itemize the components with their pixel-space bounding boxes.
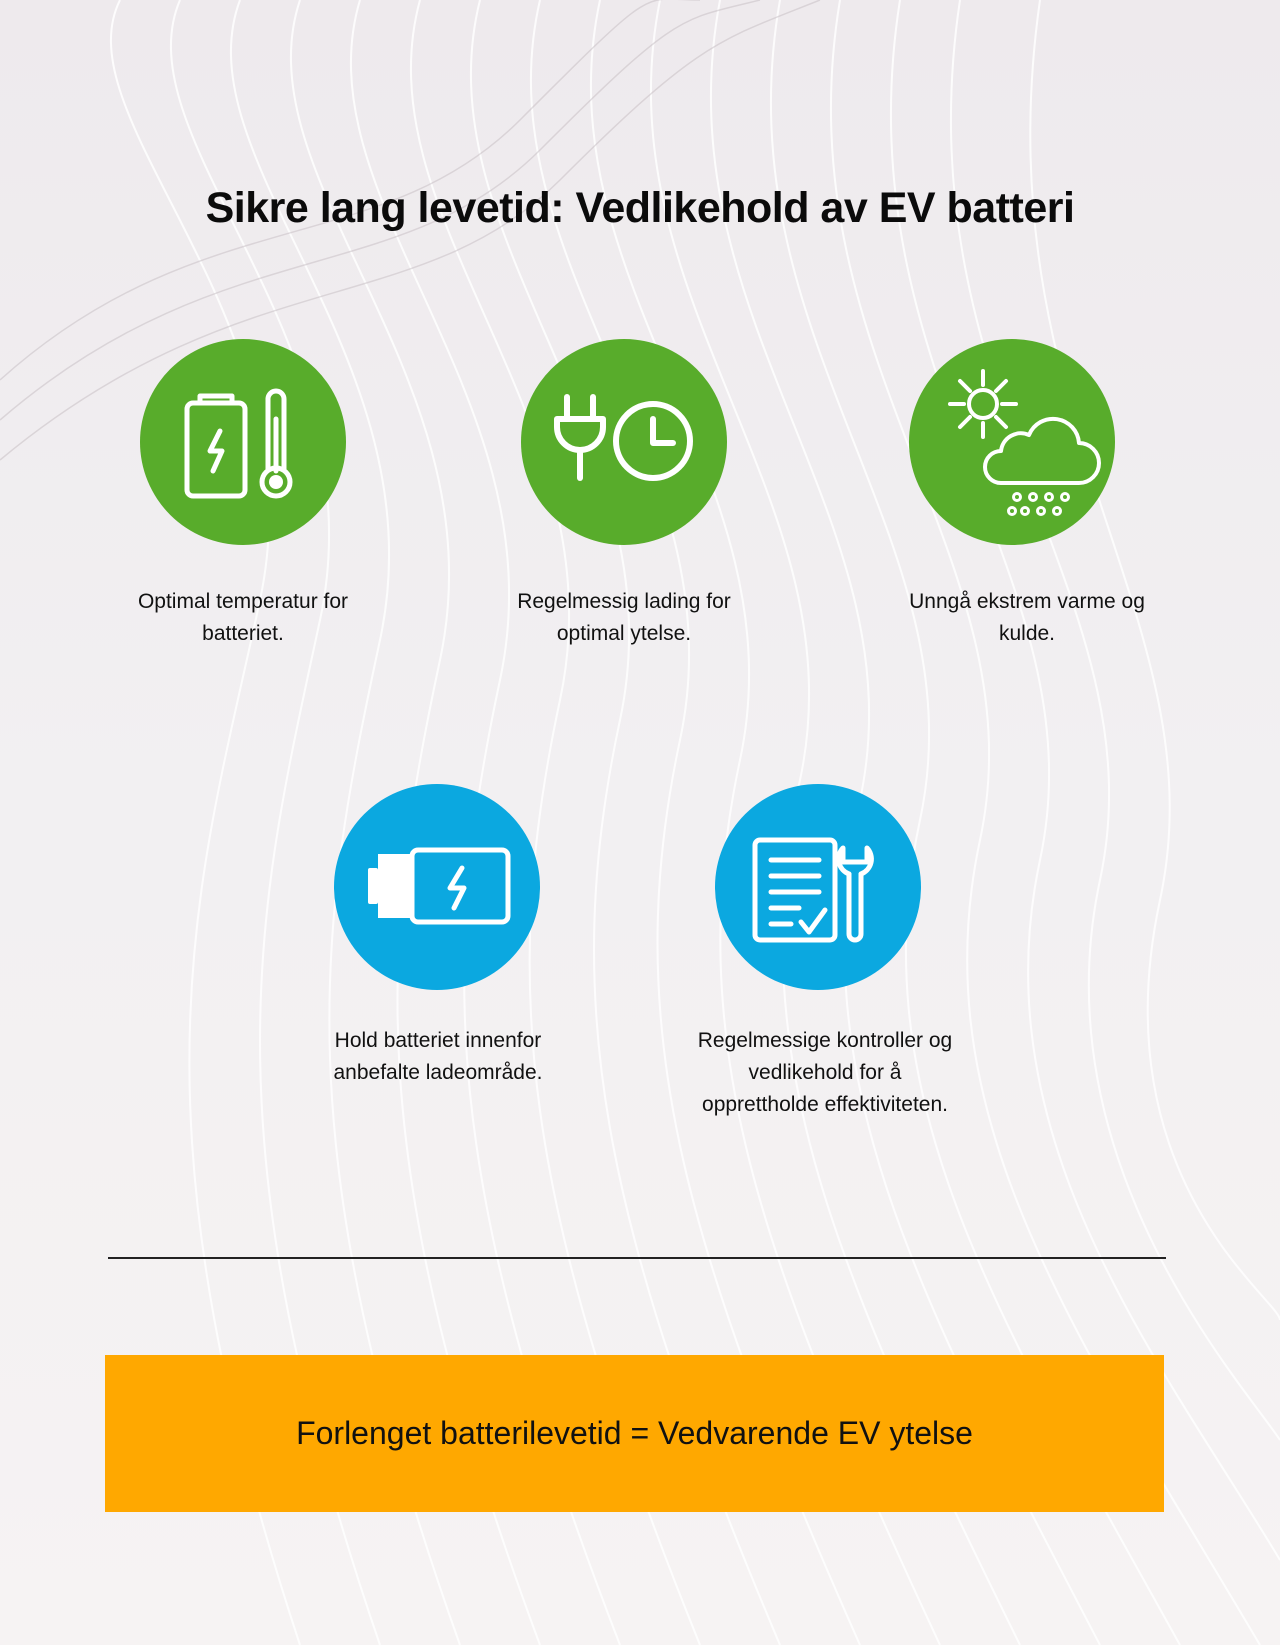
feature-circle-temperature [140,339,346,545]
plug-clock-icon [521,339,727,545]
feature-caption-temperature: Optimal temperatur for batteriet. [137,590,349,645]
checklist-wrench-icon [715,784,921,990]
battery-thermometer-icon [140,339,346,545]
feature-circle-maintenance [715,784,921,990]
feature-circle-weather [909,339,1115,545]
feature-circle-charge-range [334,784,540,990]
summary-banner [105,1355,1164,1512]
feature-caption-charge-range: Hold batteriet innenfor anbefalte ladeområde. [333,1029,543,1084]
battery-charging-icon [334,784,540,990]
page-title: Sikre lang levetid: Vedlikehold av EV batteri [205,184,1075,232]
section-divider [108,1257,1166,1259]
summary-banner-text: Forlenget batterilevetid = Vedvarende EV ytelse [296,1415,973,1451]
feature-caption-weather: Unngå ekstrem varme og kulde. [909,590,1145,645]
feature-circle-charging [521,339,727,545]
feature-caption-maintenance: Regelmessige kontroller og vedlikehold for å opprettholde effektiviteten. [697,1029,953,1116]
sun-snow-cloud-icon [909,339,1115,545]
feature-caption-charging: Regelmessig lading for optimal ytelse. [517,590,731,645]
